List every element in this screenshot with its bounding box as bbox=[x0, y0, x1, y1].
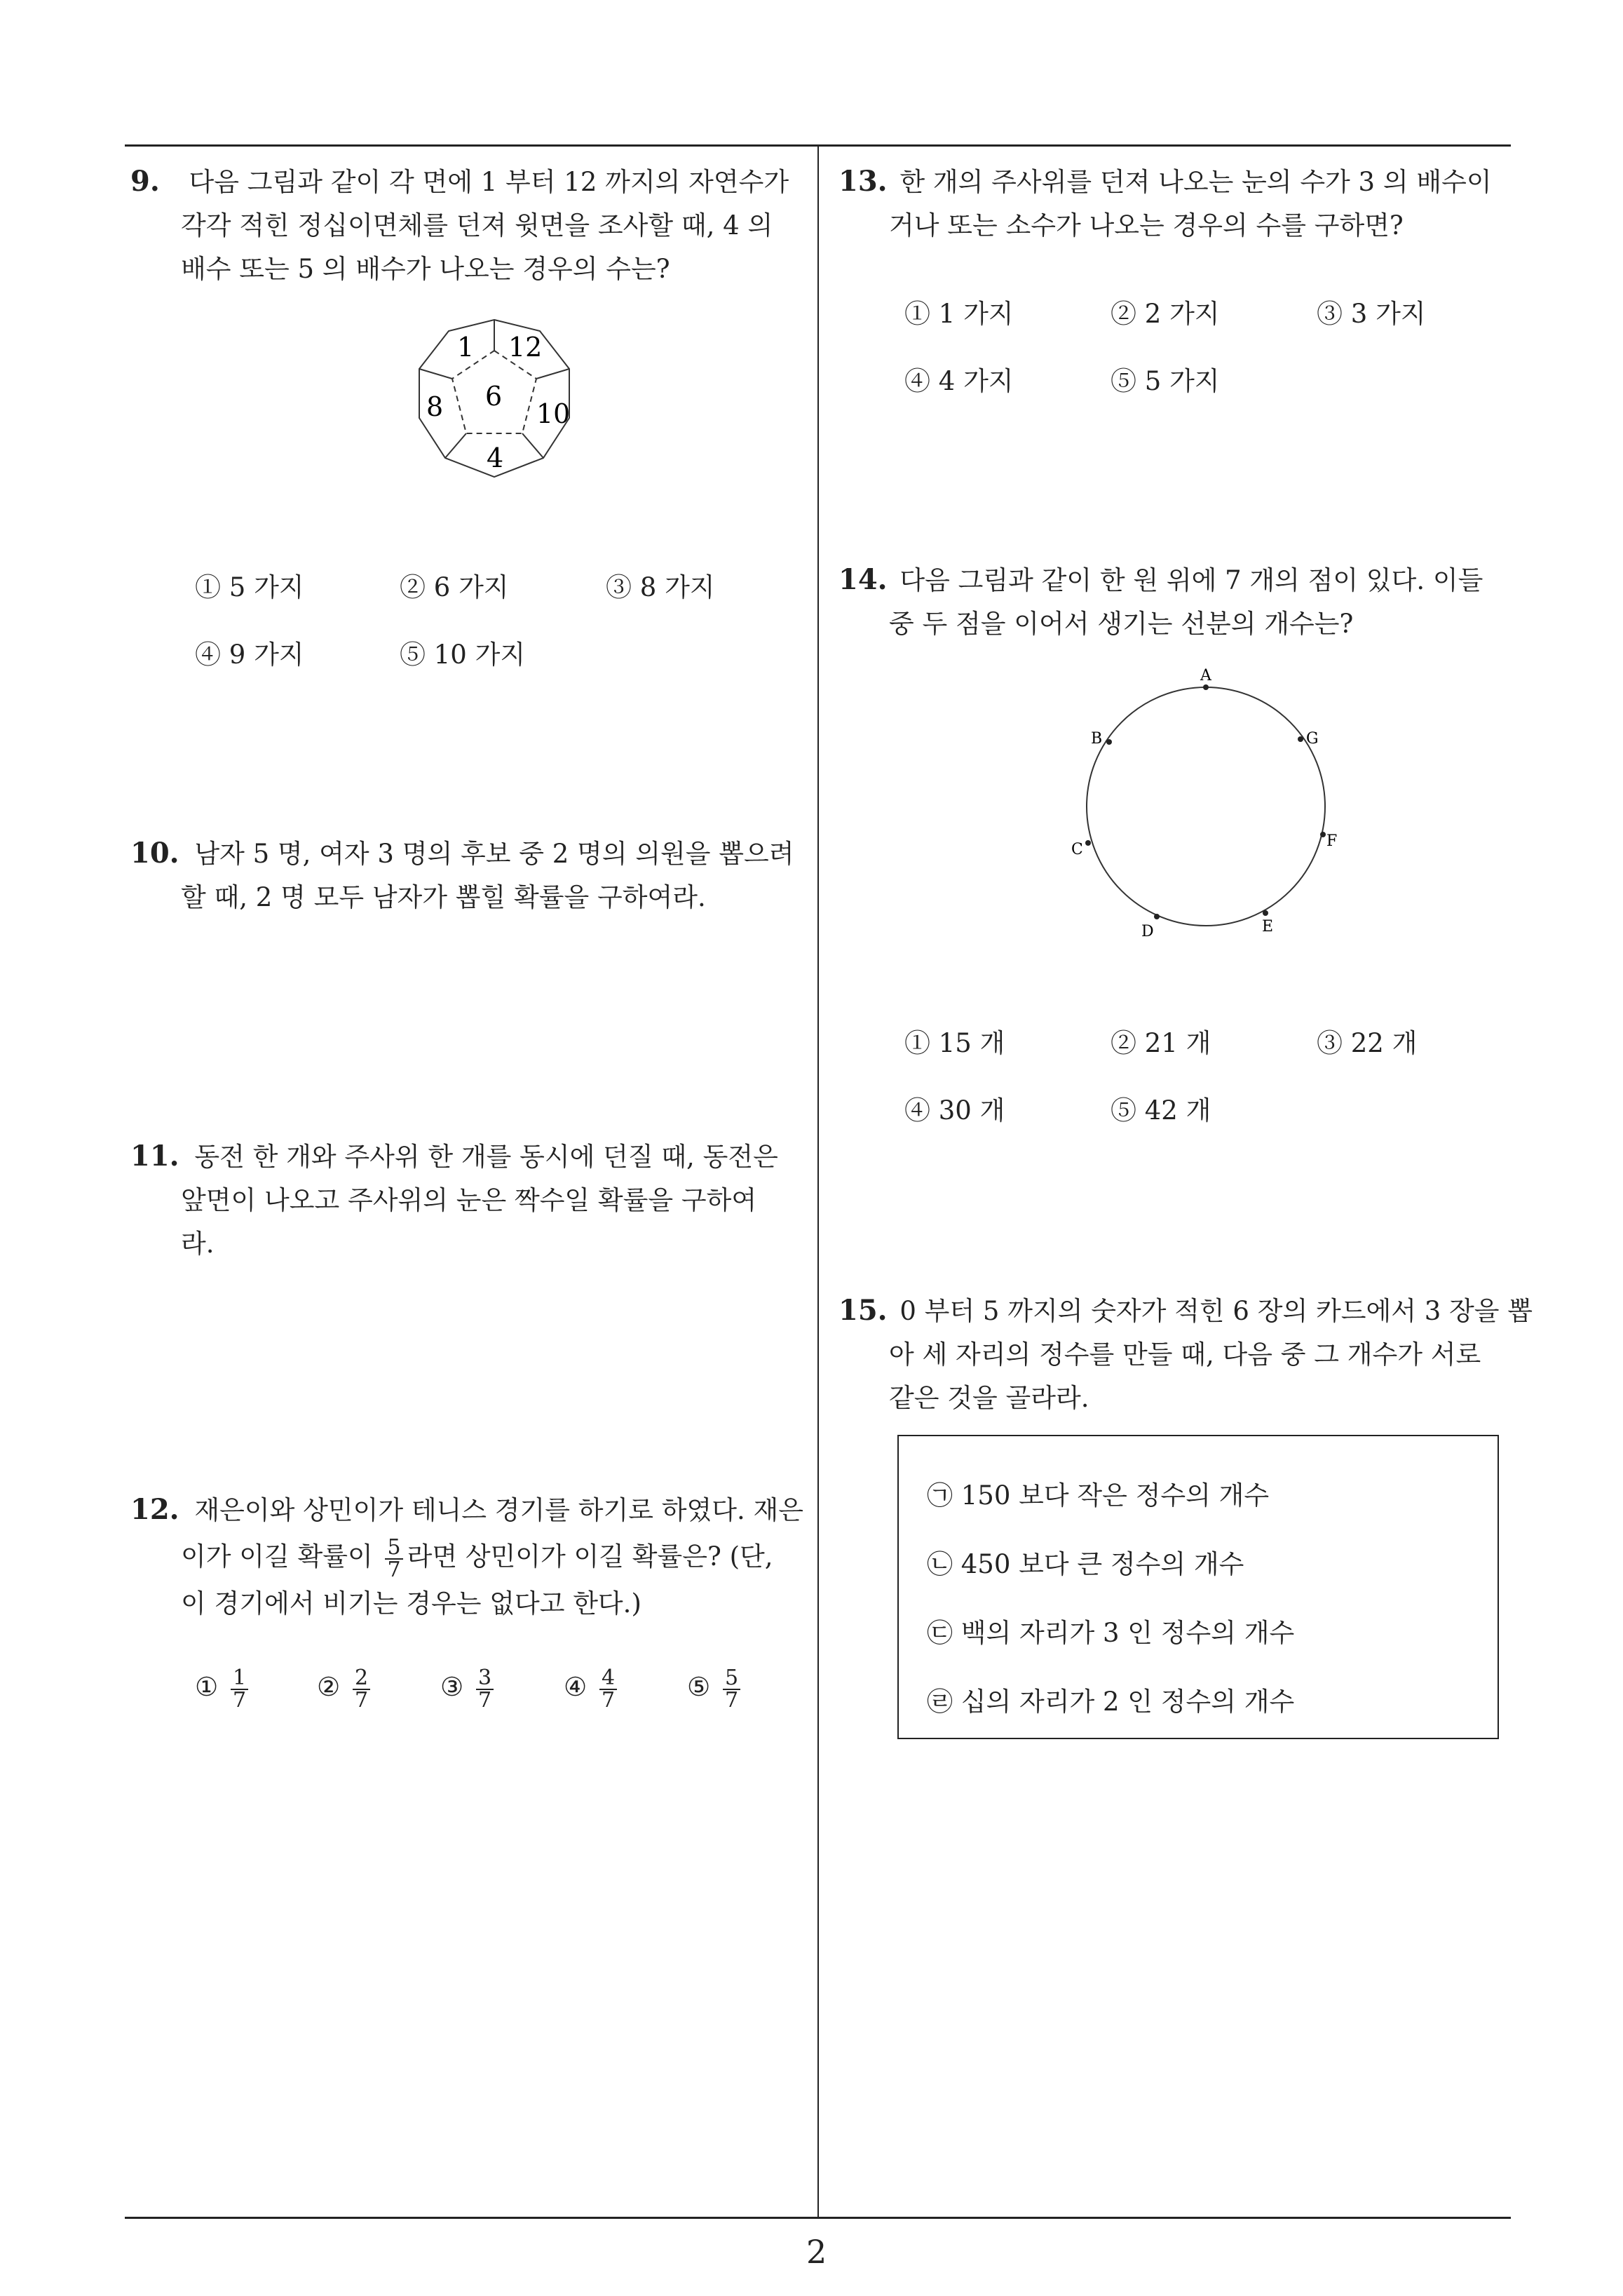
question-text: 중 두 점을 이어서 생기는 선분의 개수는? bbox=[889, 609, 1354, 639]
face-label: 8 bbox=[426, 391, 444, 422]
question-text: 이가 이길 확률이 bbox=[181, 1541, 373, 1572]
option-4[interactable]: ④ 30 개 bbox=[904, 1095, 1005, 1126]
option-1[interactable]: ① 5 가지 bbox=[195, 572, 304, 602]
option-3[interactable]: ③ 8 가지 bbox=[606, 572, 715, 602]
question-14 bbox=[838, 558, 1483, 646]
question-number: 12. bbox=[130, 1493, 179, 1526]
face-label: 12 bbox=[508, 332, 543, 363]
face-label: 4 bbox=[487, 443, 504, 473]
point-label-A: A bbox=[1200, 667, 1211, 684]
point-label-E: E bbox=[1262, 918, 1274, 936]
question-13 bbox=[838, 160, 1492, 248]
option-1[interactable]: ① 15 개 bbox=[904, 1028, 1005, 1058]
statement-item: ㉡ 450 보다 큰 정수의 개수 bbox=[927, 1549, 1244, 1579]
point-label-G: G bbox=[1306, 730, 1319, 748]
question-text: 동전 한 개와 주사위 한 개를 동시에 던질 때, 동전은 bbox=[194, 1142, 778, 1172]
option-4[interactable]: ④ 9 가지 bbox=[195, 640, 304, 670]
point-label-C: C bbox=[1071, 841, 1083, 858]
face-label: 6 bbox=[485, 381, 503, 412]
option-3[interactable]: ③ 22 개 bbox=[1317, 1028, 1418, 1058]
option-5[interactable]: ⑤ $\frac{5}{7}$ bbox=[687, 1654, 745, 1721]
option-1[interactable]: ① 1 가지 bbox=[904, 299, 1014, 329]
option-2[interactable]: ② $\frac{2}{7}$ bbox=[317, 1654, 374, 1721]
question-text: 앞면이 나오고 주사위의 눈은 짝수일 확률을 구하여 bbox=[181, 1185, 757, 1215]
question-number: 11. bbox=[130, 1140, 179, 1173]
question-text: 한 개의 주사위를 던져 나오는 눈의 수가 3 의 배수이 bbox=[899, 167, 1492, 197]
bottom-rule bbox=[125, 2217, 1511, 2219]
point-label-B: B bbox=[1091, 730, 1103, 748]
statement-box bbox=[897, 1435, 1499, 1739]
option-2[interactable]: ② 21 개 bbox=[1111, 1028, 1211, 1058]
question-number: 9. bbox=[130, 165, 160, 198]
question-text: 할 때, 2 명 모두 남자가 뽑힐 확률을 구하여라. bbox=[181, 882, 706, 912]
page-number: 2 bbox=[806, 2233, 827, 2271]
face-label: 1 bbox=[457, 332, 475, 363]
question-15 bbox=[838, 1289, 1533, 1420]
question-9 bbox=[130, 160, 789, 291]
option-3[interactable]: ③ $\frac{3}{7}$ bbox=[440, 1654, 498, 1721]
question-text: 0 부터 5 까지의 숫자가 적힌 6 장의 카드에서 3 장을 뽑 bbox=[899, 1296, 1533, 1326]
option-5[interactable]: ⑤ 10 가지 bbox=[400, 640, 526, 670]
statement-item: ㉣ 십의 자리가 2 인 정수의 개수 bbox=[927, 1687, 1295, 1717]
question-text: 배수 또는 5 의 배수가 나오는 경우의 수는? bbox=[181, 254, 670, 284]
dodecahedron-figure bbox=[407, 314, 582, 482]
column-divider bbox=[817, 144, 819, 2217]
question-number: 13. bbox=[838, 165, 888, 198]
question-text: 거나 또는 소수가 나오는 경우의 수를 구하면? bbox=[889, 210, 1404, 241]
statement-item: ㉢ 백의 자리가 3 인 정수의 개수 bbox=[927, 1618, 1295, 1648]
fraction: $\frac{5}{7}$ bbox=[385, 1537, 402, 1581]
question-number: 10. bbox=[130, 837, 179, 870]
question-text: 남자 5 명, 여자 3 명의 후보 중 2 명의 의원을 뽑으려 bbox=[194, 839, 794, 869]
question-number: 15. bbox=[838, 1294, 888, 1327]
question-text: 각각 적힌 정십이면체를 던져 윗면을 조사할 때, 4 의 bbox=[181, 210, 773, 241]
question-11 bbox=[130, 1135, 778, 1266]
option-1[interactable]: ① $\frac{1}{7}$ bbox=[195, 1654, 252, 1721]
statement-item: ㉠ 150 보다 작은 정수의 개수 bbox=[927, 1480, 1270, 1511]
option-4[interactable]: ④ $\frac{4}{7}$ bbox=[564, 1654, 621, 1721]
question-10 bbox=[130, 832, 794, 919]
point-label-D: D bbox=[1141, 923, 1154, 940]
question-text: 이 경기에서 비기는 경우는 없다고 한다.) bbox=[181, 1588, 641, 1619]
option-2[interactable]: ② 2 가지 bbox=[1111, 299, 1220, 329]
question-text: 라면 상민이가 이길 확률은? (단, bbox=[407, 1541, 773, 1572]
question-text: 라. bbox=[181, 1229, 215, 1259]
circle-figure bbox=[1066, 666, 1346, 947]
question-text: 아 세 자리의 정수를 만들 때, 다음 중 그 개수가 서로 bbox=[889, 1339, 1481, 1370]
option-3[interactable]: ③ 3 가지 bbox=[1317, 299, 1426, 329]
face-label: 10 bbox=[536, 398, 571, 429]
question-text: 같은 것을 골라라. bbox=[889, 1383, 1089, 1413]
option-5[interactable]: ⑤ 5 가지 bbox=[1111, 366, 1220, 396]
option-4[interactable]: ④ 4 가지 bbox=[904, 366, 1014, 396]
question-number: 14. bbox=[838, 563, 888, 596]
question-12 bbox=[130, 1487, 803, 1627]
question-text: 다음 그림과 같이 한 원 위에 7 개의 점이 있다. 이들 bbox=[899, 565, 1483, 595]
option-5[interactable]: ⑤ 42 개 bbox=[1111, 1095, 1211, 1126]
question-text: 재은이와 상민이가 테니스 경기를 하기로 하였다. 재은 bbox=[194, 1495, 804, 1525]
option-2[interactable]: ② 6 가지 bbox=[400, 572, 509, 602]
point-label-F: F bbox=[1326, 832, 1338, 850]
question-text: 다음 그림과 같이 각 면에 1 부터 12 까지의 자연수가 bbox=[189, 167, 789, 197]
